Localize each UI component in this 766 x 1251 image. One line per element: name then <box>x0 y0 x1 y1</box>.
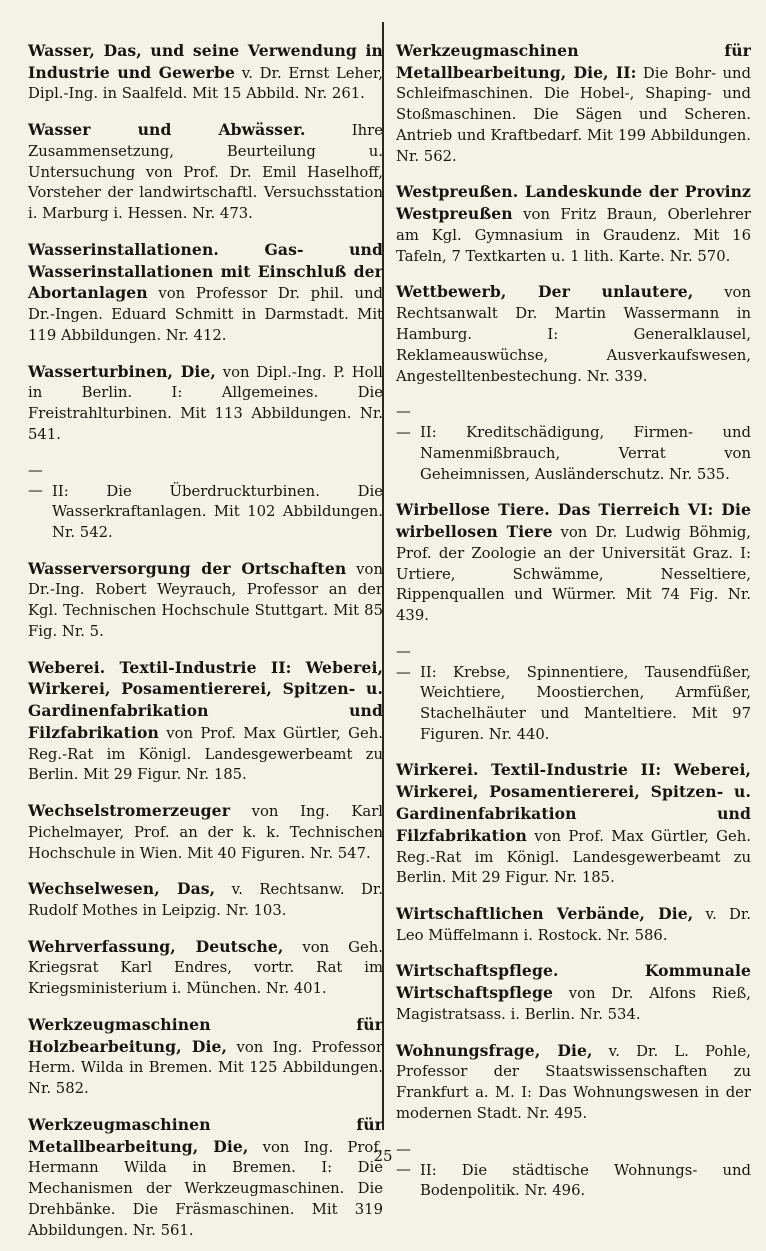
index-entry-continuation <box>396 642 751 746</box>
index-entry <box>28 362 383 446</box>
index-entry <box>396 961 751 1025</box>
page-number: 25 <box>373 1147 393 1165</box>
entry-text: von Ing. Prof. Hermann Wilda in Bremen. I: Die Mechanismen der Werkzeugmaschinen. Die Drehbänke. Die Fräsmaschinen. Mit 319 Abbildungen. Nr. 561. <box>28 1138 383 1239</box>
index-entry <box>28 120 383 225</box>
index-entry <box>396 500 751 627</box>
index-entry <box>396 904 751 947</box>
entry-text: v. Dr. Ernst Leher, Dipl.-Ing. in Saalfeld. Mit 15 Abbild. Nr. 261. <box>28 64 383 103</box>
entry-headword: Werkzeugmaschinen für Metallbearbeitung, Die, <box>28 1114 383 1156</box>
entry-headword: Wettbewerb, Der unlautere, <box>396 282 694 302</box>
entry-text: von Dipl.-Ing. P. Holl in Berlin. I: Allgemeines. Die Freistrahlturbinen. Mit 113 Abbildungen. Nr. 541. <box>28 363 384 443</box>
entry-text: von Prof. Max Gürtler, Geh. Reg.-Rat im Königl. Landesgewerbeamt zu Berlin. Mit 29 Figur. Nr. 185. <box>28 724 383 784</box>
entry-headword: Wasser, Das, und seine Verwendung in Industrie und Gewerbe <box>28 40 383 82</box>
index-entry <box>28 1015 383 1100</box>
index-entry <box>28 801 383 864</box>
entry-text: von Fritz Braun, Oberlehrer am Kgl. Gymnasium in Graudenz. Mit 16 Tafeln, 7 Textkarten u. 1 lith. Karte. Nr. 570. <box>396 206 751 265</box>
entry-text: v. Rechtsanw. Dr. Rudolf Mothes in Leipzig. Nr. 103. <box>28 881 384 920</box>
entry-text: von Rechtsanwalt Dr. Martin Wassermann in Hamburg. I: Generalklausel, Reklameauswüchse, Ausverkaufswesen, Angestelltenbestechung. Nr. 339. <box>396 284 751 385</box>
index-entry <box>28 879 383 922</box>
entry-headword: Wasserversorgung der Ortschaften <box>28 558 347 578</box>
index-entry <box>396 282 751 387</box>
entry-text: von Dr.-Ing. Robert Weyrauch, Professor an der Kgl. Technischen Hochschule Stuttgart. Mit 85 Fig. Nr. 5. <box>28 560 383 640</box>
entry-headword: Wasserinstallationen. Gas- und Wasserinstallationen mit Einschluß der Abortanlagen <box>28 239 383 303</box>
entry-text: von Dr. Alfons Rieß, Magistratsass. i. Berlin. Nr. 534. <box>396 985 751 1024</box>
index-entry <box>28 937 383 1000</box>
index-entry <box>28 240 383 347</box>
entry-headword: Wehrverfassung, Deutsche, <box>28 936 284 956</box>
entry-text: von Professor Dr. phil. und Dr.-Ingen. Eduard Schmitt in Darmstadt. Mit 119 Abbildungen. Nr. 412. <box>28 285 383 344</box>
entry-text: von Ing. Professor Herm. Wilda in Bremen. Mit 125 Abbildungen. Nr. 582. <box>28 1038 383 1098</box>
entry-text: II: Krebse, Spinnentiere, Tausendfüßer, Weichtiere, Moostierchen, Armfüßer, Stachelhäuter und Manteltiere. Mit 97 Figuren. Nr. 440. <box>420 663 751 743</box>
entry-text: II: Kreditschädigung, Firmen- und Namenmißbrauch, Verrat von Geheimnissen, Ausländerschutz. Nr. 535. <box>420 423 751 483</box>
entry-headword: Westpreußen. Landeskunde der Provinz Westpreußen <box>396 182 751 224</box>
index-entry <box>396 1041 751 1125</box>
index-entry <box>28 1115 383 1242</box>
entry-text: II: Die städtische Wohnungs- und Bodenpolitik. Nr. 496. <box>420 1161 751 1200</box>
entry-text: Die Bohr- und Schleifmaschinen. Die Hobel-, Shaping- und Stoßmaschinen. Die Sägen und Scheren. Antrieb und Kraftbedarf. Mit 199 Abbildungen. Nr. 562. <box>396 64 751 165</box>
entry-text: Ihre Zusammensetzung, Beurteilung u. Untersuchung von Prof. Dr. Emil Haselhoff, Vorsteher der landwirtschaftl. Versuchsstation i. Marburg i. Hessen. Nr. 473. <box>28 121 383 223</box>
left-column <box>28 26 383 1251</box>
index-entry <box>396 41 751 168</box>
entry-text: von Dr. Ludwig Böhmig, Prof. der Zoologie an der Universität Graz. I: Urtiere, Schwämme, Nesseltiere, Rippenquallen und Würmer. Mit 74 Fig. Nr. 439. <box>396 523 752 625</box>
entry-headword: Wirbellose Tiere. Das Tierreich VI: Die wirbellosen Tiere <box>396 500 751 541</box>
entry-headword: Werkzeugmaschinen für Holzbearbeitung, Die, <box>28 1014 383 1056</box>
index-entry <box>396 760 751 889</box>
entry-headword: Weberei. Textil-Industrie II: Weberei, Wirkerei, Posamentiererei, Spitzen- u. Gardinenfabrikation und Filzfabrikation <box>28 657 383 742</box>
index-entry-continuation <box>396 402 751 485</box>
index-entry <box>28 658 383 787</box>
entry-text: v. Dr. L. Pohle, Professor der Staatswissenschaften zu Frankfurt a. M. I: Das Wohnungswesen in der modernen Stadt. Nr. 495. <box>396 1042 751 1123</box>
entry-headword: Wechselstromerzeuger <box>28 801 231 821</box>
entry-headword: Wechselwesen, Das, <box>28 879 216 899</box>
right-column <box>396 26 751 1211</box>
index-entry <box>396 182 751 267</box>
entry-headword: Wohnungsfrage, Die, <box>396 1040 593 1060</box>
index-entry <box>28 41 383 105</box>
entry-headword: Werkzeugmaschinen für Metallbearbeitung, Die, II: <box>396 40 751 82</box>
entry-headword: Wirtschaftlichen Verbände, Die, <box>396 904 694 924</box>
index-entry-continuation <box>28 461 383 544</box>
entry-text: II: Die Überdruckturbinen. Die Wasserkraftanlagen. Mit 102 Abbildungen. Nr. 542. <box>52 482 383 541</box>
entry-text: von Prof. Max Gürtler, Geh. Reg.-Rat im Königl. Landesgewerbeamt zu Berlin. Mit 29 Figur. Nr. 185. <box>396 827 751 887</box>
entry-headword: Wirkerei. Textil-Industrie II: Weberei, Wirkerei, Posamentiererei, Spitzen- u. Gardinenfabrikation und Filzfabrikation <box>396 760 751 845</box>
entry-text: von Ing. Karl Pichelmayer, Prof. an der k. k. Technischen Hochschule in Wien. Mit 40 Figuren. Nr. 547. <box>28 803 383 862</box>
entry-headword: Wasser und Abwässer. <box>28 119 306 139</box>
index-entry <box>28 559 383 643</box>
entry-text: von Geh. Kriegsrat Karl Endres, vortr. Rat im Kriegsministerium i. München. Nr. 401. <box>28 938 383 998</box>
entry-headword: Wasserturbinen, Die, <box>28 361 216 381</box>
entry-headword: Wirtschaftspflege. Kommunale Wirtschaftspflege <box>396 961 751 1003</box>
entry-text: v. Dr. Leo Müffelmann i. Rostock. Nr. 586. <box>396 906 751 944</box>
